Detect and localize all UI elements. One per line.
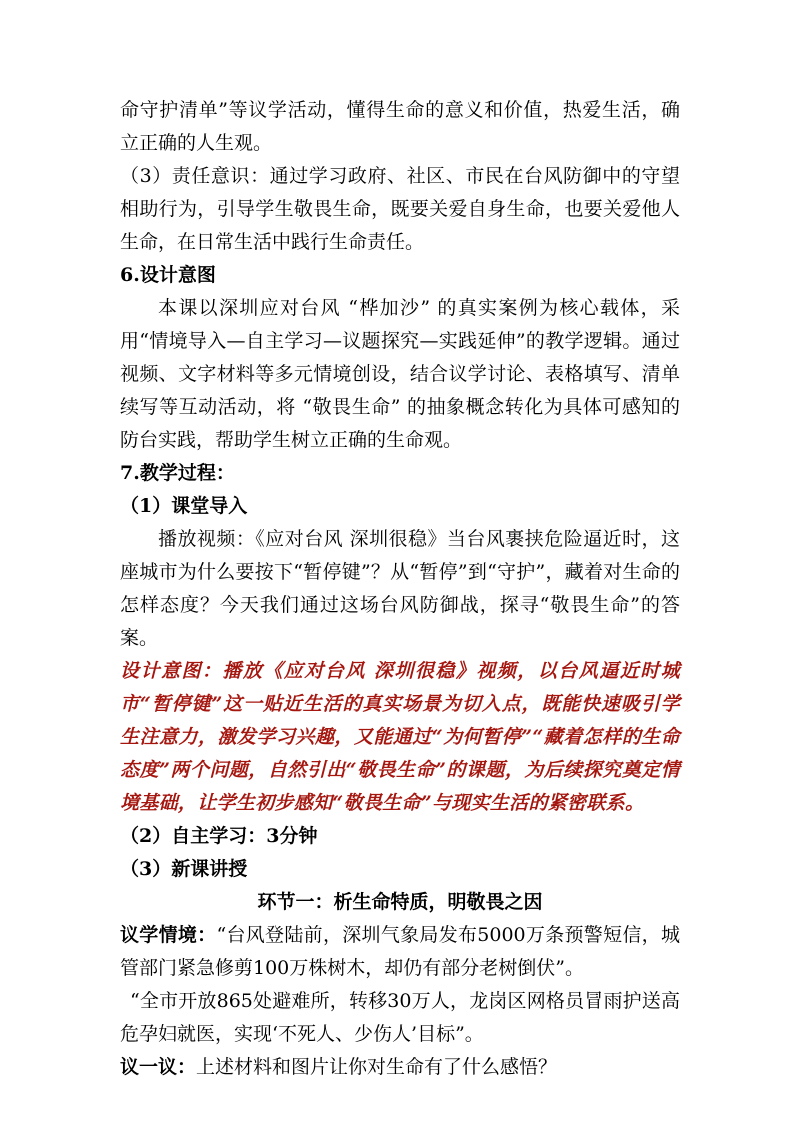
heading-section-one: 环节一：析生命特质，明敬畏之因: [257, 891, 543, 913]
heading-design-intent: 6.设计意图: [120, 264, 216, 286]
heading-self-study: （2）自主学习：3分钟: [120, 825, 318, 847]
text-scenario: “台风登陆前，深圳气象局发布5000万条预警短信，城管部门紧急修剪100万株树木，却仍有部分老树倒伏”。: [120, 924, 680, 979]
paragraph-design-intent: 本课以深圳应对台风 “桦加沙” 的真实案例为核心载体，采用“情境导入—自主学习—议题探究—实践延伸”的教学逻辑。通过视频、文字材料等多元情境创设，结合议学讨论、表格填写、清单续写等互动活动，将 “敬畏生命” 的抽象概念转化为具体可感知的防台实践，帮助学生树立正确的生命观。: [120, 297, 680, 451]
heading-new-lesson: （3）新课讲授: [120, 858, 248, 880]
paragraph-class-intro: 播放视频：《应对台风 深圳很稳》当台风裹挟危险逼近时，这座城市为什么要按下“暂停键”？从“暂停”到“守护”，藏着对生命的怎样态度？今天我们通过这场台风防御战，探寻“敬畏生命”的答案。: [120, 528, 680, 649]
paragraph-design-intent-red: 设计意图：播放《应对台风 深圳很稳》视频，以台风逼近时城市“暂停键”这一贴近生活的真实场景为切入点，既能快速吸引学生注意力，激发学习兴趣，又能通过“为何暂停”“藏着怎样的生命态度”两个问题，自然引出“敬畏生命”的课题，为后续探究奠定情境基础，让学生初步感知“敬畏生命”与现实生活的紧密联系。: [120, 660, 680, 814]
paragraph-life-guard-list: 命守护清单”等议学活动，懂得生命的意义和价值，热爱生活，确立正确的人生观。: [120, 99, 680, 154]
paragraph-responsibility: （3）责任意识：通过学习政府、社区、市民在台风防御中的守望相助行为，引导学生敬畏生命，既要关爱自身生命，也要关爱他人生命，在日常生活中践行生命责任。: [120, 165, 680, 253]
label-discuss: 议一议：: [120, 1056, 197, 1078]
paragraph-shelter: “全市开放865处避难所，转移30万人，龙岗区网格员冒雨护送高危孕妇就医，实现‘不死人、少伤人’目标”。: [120, 990, 680, 1045]
heading-class-intro: （1）课堂导入: [120, 495, 248, 517]
document-body: [120, 94, 680, 1084]
label-scenario: 议学情境：: [120, 924, 217, 946]
text-discuss: 上述材料和图片让你对生命有了什么感悟？: [196, 1056, 558, 1078]
paragraph-scenario: [120, 919, 680, 985]
paragraph-discuss: [120, 1051, 680, 1084]
heading-teaching-process: 7.教学过程：: [120, 462, 235, 484]
